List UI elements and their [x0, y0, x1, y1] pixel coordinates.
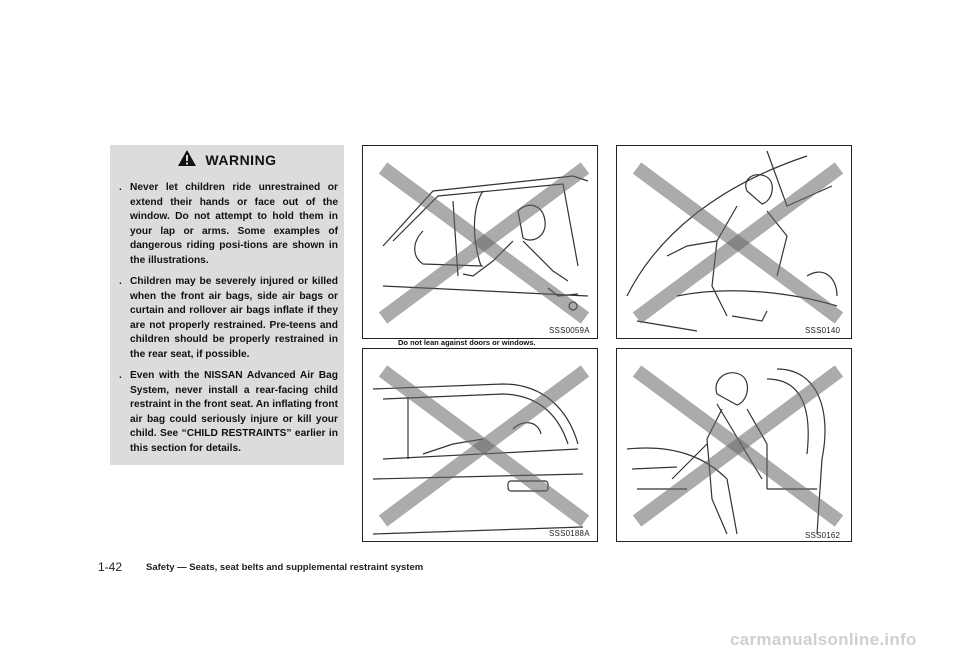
bullet: . [119, 276, 122, 287]
illustration-child-leaning-window [362, 145, 598, 339]
section-title: Safety — Seats, seat belts and supplemental restraint system [146, 562, 424, 573]
figure-caption: Do not lean against doors or windows. [398, 338, 536, 347]
warning-item-text: Children may be severely injured or killed when the front air bags, side air bags or curtain and rollover air bags inflate if they are not properly restrained. Pre-teens and children should be properly restrained in the rear seat, if possible. [130, 276, 338, 360]
figure-code: SSS0188A [549, 529, 590, 538]
page-number: 1-42 [98, 560, 123, 574]
bullet: . [119, 182, 122, 193]
figure-code: SSS0140 [805, 326, 841, 335]
watermark: carmanualsonline.info [730, 630, 917, 649]
warning-title: WARNING [205, 152, 277, 168]
warning-box [110, 145, 344, 465]
illustration-child-seatbelt [616, 348, 852, 542]
warning-item-text: Never let children ride unrestrained or extend their hands or face out of the window. Do not attempt to hold them in your lap or arms. Some examples of dangerous riding posi-tions are shown in the illustrations. [130, 182, 338, 266]
figure-code: SSS0059A [549, 326, 590, 335]
warning-header [110, 145, 344, 175]
figure-code: SSS0162 [805, 531, 841, 540]
warning-item [110, 369, 344, 456]
warning-list [110, 181, 344, 463]
illustration-child-front-seat [616, 145, 852, 339]
warning-item [110, 275, 344, 362]
warning-item-text: Even with the NISSAN Advanced Air Bag System, never install a rear-facing child restraint in the front seat. An inflating front air bag could seriously injure or kill your child. See “CHILD RESTRAINTS” earlier in this section for details. [130, 370, 338, 454]
illustration-child-rear-window [362, 348, 598, 542]
bullet: . [119, 370, 122, 381]
warning-triangle-icon [177, 149, 197, 172]
warning-item [110, 181, 344, 268]
